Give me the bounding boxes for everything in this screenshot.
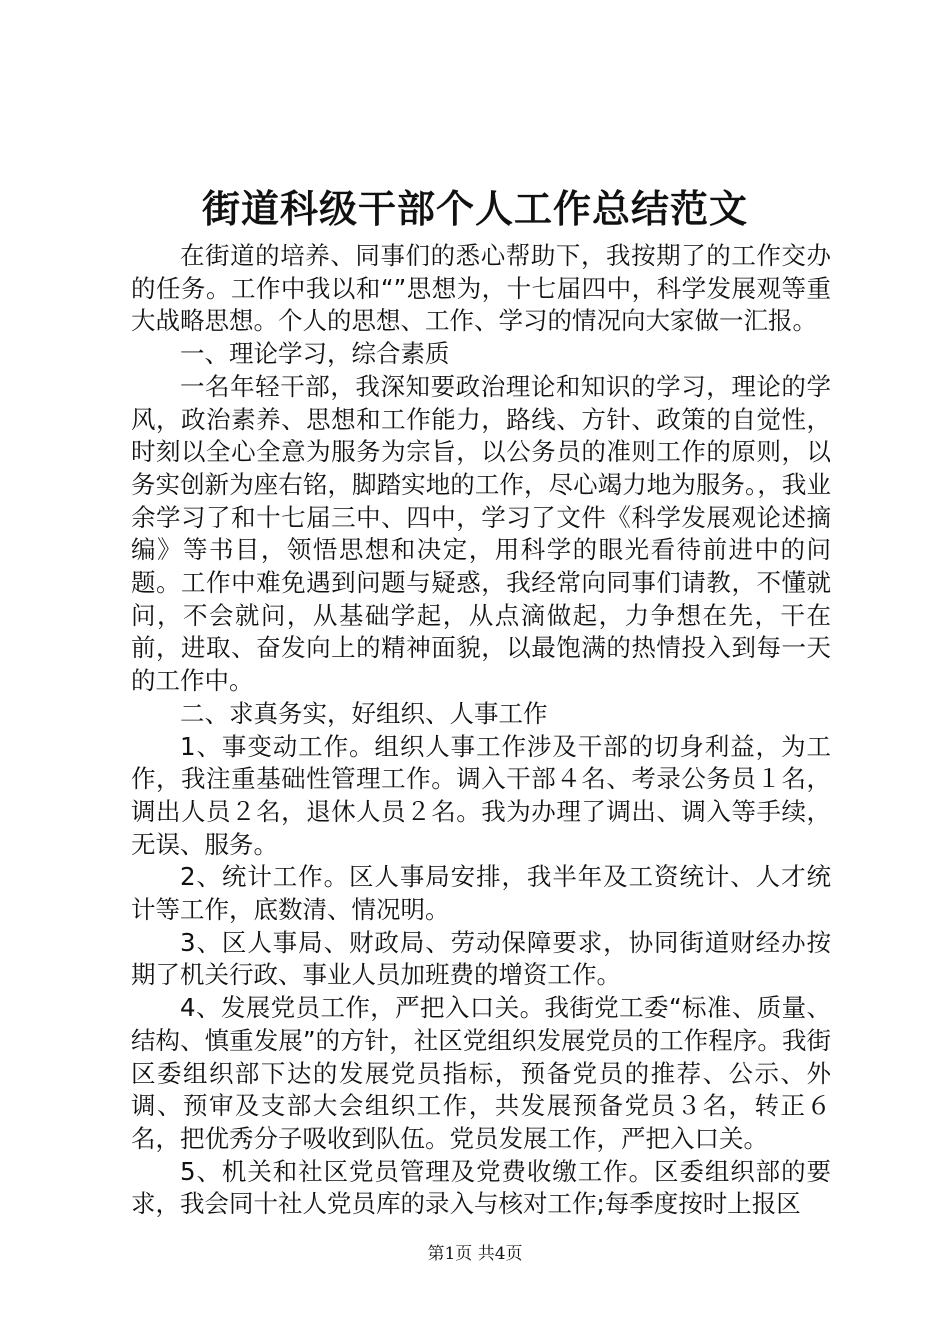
paragraph-item-2: 2、统计工作。区人事局安排，我半年及工资统计、人才统计等工作，底数清、情况明。 bbox=[131, 862, 831, 925]
document-title: 街道科级干部个人工作总结范文 bbox=[201, 186, 748, 231]
paragraph-theory-study: 一名年轻干部，我深知要政治理论和知识的学习，理论的学风，政治素养、思想和工作能力，路线、方针、政策的自觉性，时刻以全心全意为服务为宗旨，以公务员的准则工作的原则，以务实创新为座右铭，脚踏实地的工作，尽心竭力地为服务。，我业余学习了和十七届三中、四中，学习了文件《科学发展观论述摘编》等书目，领悟思想和决定，用科学的眼光看待前进中的问题。工作中难免遇到问题与疑惑，我经常向同事们请教，不懂就问，不会就问，从基础学起，从点滴做起，力争想在先，干在前，进取、奋发向上的精神面貌，以最饱满的热情投入到每一天的工作中。 bbox=[131, 371, 831, 696]
paragraph-item-5: 5、机关和社区党员管理及党费收缴工作。区委组织部的要求，我会同十社人党员库的录入与核对工作;每季度按时上报区 bbox=[131, 1156, 831, 1219]
paragraph-item-1: 1、事变动工作。组织人事工作涉及干部的切身利益，为工作，我注重基础性管理工作。调入干部４名、考录公务员１名，调出人员２名，退休人员２名。我为办理了调出、调入等手续，无误、服务。 bbox=[131, 731, 831, 859]
paragraph-intro: 在街道的培养、同事们的悉心帮助下，我按期了的工作交办的任务。工作中我以和“”思想为，十七届四中，科学发展观等重大战略思想。个人的思想、工作、学习的情况向大家做一汇报。 bbox=[131, 241, 831, 336]
page-number-footer: 第1页 共4页 bbox=[427, 1244, 523, 1264]
section-heading-2: 二、求真务实，好组织、人事工作 bbox=[180, 698, 548, 728]
paragraph-item-4: 4、发展党员工作，严把入口关。我街党工委“标准、质量、结构、慎重发展”的方针，社区党组织发展党员的工作程序。我街区委组织部下达的发展党员指标，预备党员的推荐、公示、外调、预审及支部大会组织工作，共发展预备党员３名，转正６名，把优秀分子吸收到队伍。党员发展工作，严把入口关。 bbox=[131, 993, 831, 1153]
section-heading-1: 一、理论学习，综合素质 bbox=[180, 339, 450, 369]
paragraph-item-3: 3、区人事局、财政局、劳动保障要求，协同街道财经办按期了机关行政、事业人员加班费的增资工作。 bbox=[131, 927, 831, 990]
document-body bbox=[131, 240, 831, 1221]
